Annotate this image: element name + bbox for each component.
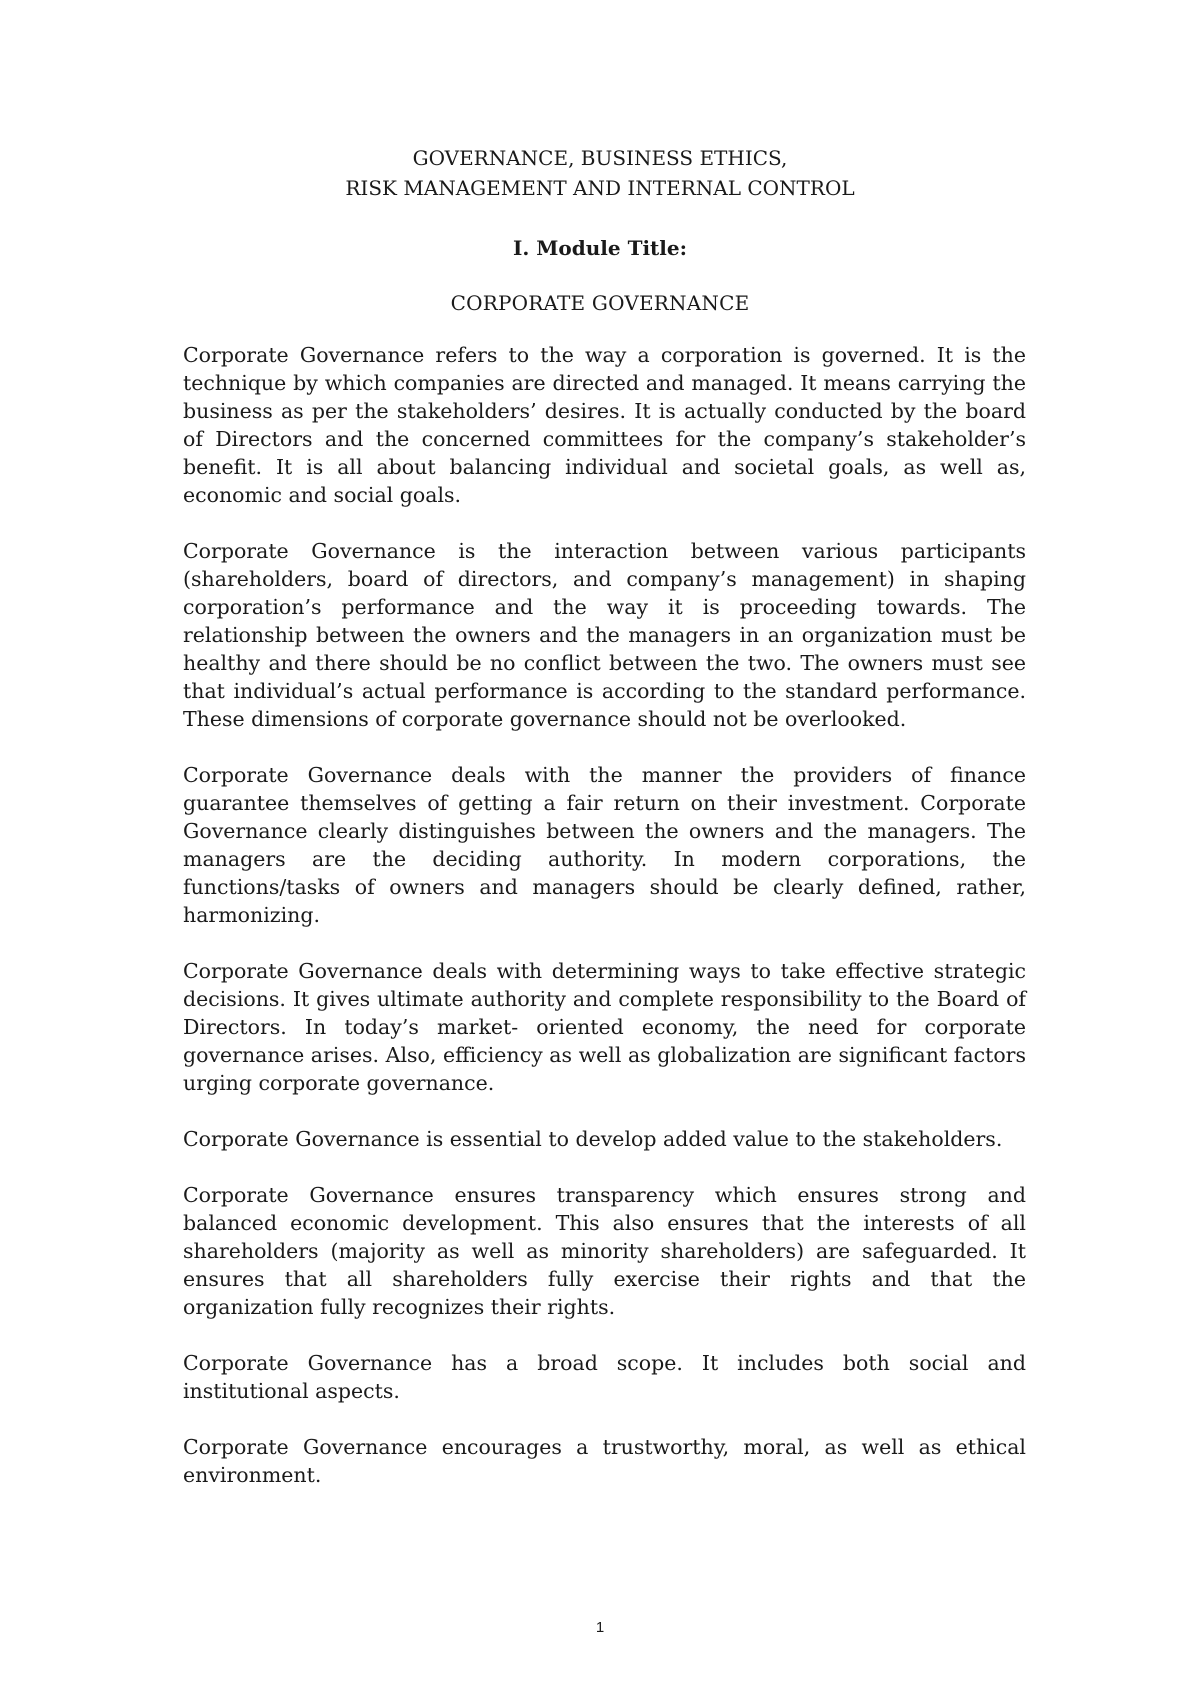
paragraph-6: Corporate Governance ensures transparency which ensures strong and balanced economic development. This also ensures that the interests of all shareholders (majority as well as minority shareholders) are safeguarded. It ensures that all shareholders fully exercise their rights and that the organization fully recognizes their rights. — [183, 1183, 1026, 1319]
body-text — [183, 341, 1026, 1517]
module-title-label: I. Module Title: — [513, 236, 687, 260]
paragraph-7: Corporate Governance has a broad scope. It includes both social and institutional aspects. — [183, 1351, 1026, 1403]
paragraph-2: Corporate Governance is the interaction between various participants (shareholders, board of directors, and company’s management) in shaping corporation’s performance and the way it is proceeding towards. The relationship between the owners and the managers in an organization must be healthy and there should be no conflict between the two. The owners must see that individual’s actual performance is according to the standard performance. These dimensions of corporate governance should not be overlooked. — [183, 539, 1026, 731]
document-title — [0, 143, 1200, 203]
paragraph-8: Corporate Governance encourages a trustworthy, moral, as well as ethical environment. — [183, 1435, 1026, 1487]
module-name: CORPORATE GOVERNANCE — [450, 291, 750, 315]
document-title-line-2: RISK MANAGEMENT AND INTERNAL CONTROL — [345, 176, 855, 200]
paragraph-3: Corporate Governance deals with the manner the providers of finance guarantee themselves of getting a fair return on their investment. Corporate Governance clearly distinguishes between the owners and the managers. The managers are the deciding authority. In modern corporations, the functions/tasks of owners and managers should be clearly defined, rather, harmonizing. — [183, 763, 1026, 927]
paragraph-1: Corporate Governance refers to the way a corporation is governed. It is the technique by which companies are directed and managed. It means carrying the business as per the stakeholders’ desires. It is actually conducted by the board of Directors and the concerned committees for the company’s stakeholder’s benefit. It is all about balancing individual and societal goals, as well as, economic and social goals. — [183, 343, 1026, 507]
document-title-line-1: GOVERNANCE, BUSINESS ETHICS, — [412, 146, 788, 170]
paragraph-5: Corporate Governance is essential to develop added value to the stakeholders. — [183, 1127, 1003, 1151]
page-number: 1 — [595, 1619, 605, 1636]
paragraph-4: Corporate Governance deals with determining ways to take effective strategic decisions. It gives ultimate authority and complete responsibility to the Board of Directors. In today’s market- oriented economy, the need for corporate governance arises. Also, efficiency as well as globalization are significant factors urging corporate governance. — [183, 959, 1026, 1095]
